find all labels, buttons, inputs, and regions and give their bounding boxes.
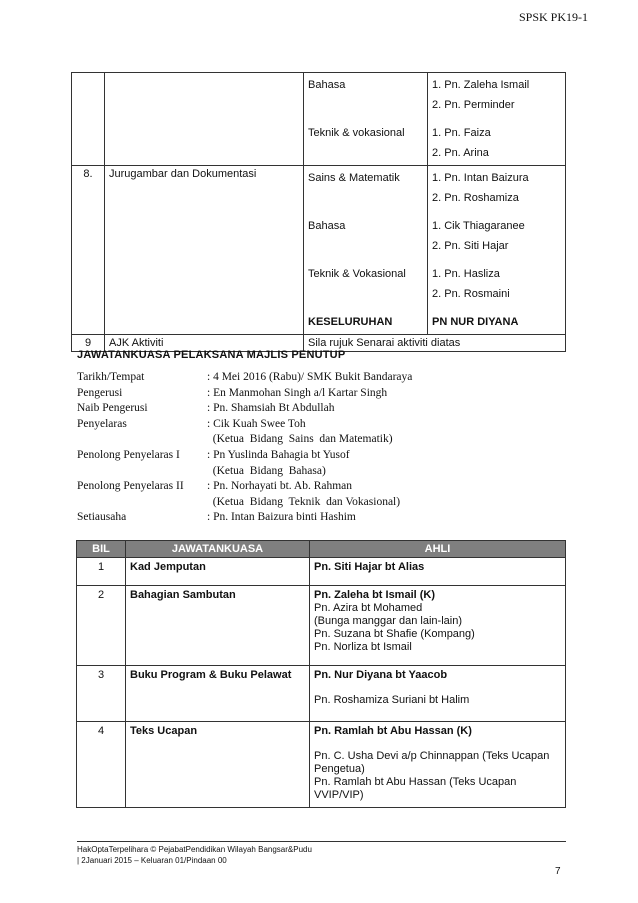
member-name: 1. Pn. Zaleha Ismail [432, 79, 530, 91]
member-name: 2. Pn. Arina [432, 147, 489, 159]
committee-table-continued [71, 72, 566, 352]
info-row: (Ketua Bidang Sains dan Matematik) [207, 433, 393, 446]
info-row: Naib Pengerusi : Pn. Shamsiah Bt Abdullah [77, 402, 335, 415]
row-note: Sila rujuk Senarai aktiviti diatas [304, 335, 566, 352]
member-name: 1. Pn. Intan Baizura [432, 172, 529, 184]
row-number: 8. [72, 166, 105, 335]
footer-divider [77, 841, 566, 842]
footer [77, 844, 312, 866]
member-name: 1. Pn. Faiza [432, 127, 491, 139]
table-row [72, 166, 566, 335]
subject-label: Teknik & Vokasional [308, 268, 406, 280]
committee-name: AJK Aktiviti [105, 335, 304, 352]
info-row: Penolong Penyelaras II : Pn. Norhayati bt. Ab. Rahman [77, 480, 353, 493]
total-label: KESELURUHAN [308, 316, 393, 328]
column-header: AHLI [310, 541, 566, 558]
member-name: 2. Pn. Perminder [432, 99, 515, 111]
member-name: 1. Cik Thiagaranee [432, 220, 525, 232]
closing-committee-table [76, 540, 566, 808]
column-header: BIL [77, 541, 126, 558]
info-row: Penolong Penyelaras I : Pn Yuslinda Bahagia bt Yusof [77, 448, 350, 461]
table-row [72, 73, 566, 166]
subject-label: Sains & Matematik [308, 172, 400, 184]
info-row: Setiausaha : Pn. Intan Baizura binti Hashim [77, 511, 356, 524]
subject-label: Bahasa [308, 220, 346, 232]
table-header-row [77, 541, 566, 558]
document-code: SPSK PK19-1 [518, 10, 588, 24]
footer-copyright: HakOptaTerpelihara © PejabatPendidikan Wilayah Bangsar&Pudu [77, 845, 312, 854]
section-title: JAWATANKUASA PELAKSANA MAJLIS PENUTUP [77, 349, 346, 361]
member-name: 2. Pn. Siti Hajar [432, 240, 509, 252]
table-row: 3 Buku Program & Buku Pelawat Pn. Nur Diyana bt Yaacob Pn. Roshamiza Suriani bt Halim [77, 666, 566, 722]
event-info [77, 370, 412, 526]
row-number: 9 [72, 335, 105, 352]
column-header: JAWATANKUASA [126, 541, 310, 558]
member-name: 2. Pn. Roshamiza [432, 192, 519, 204]
info-row: (Ketua Bidang Bahasa) [207, 464, 326, 477]
subject-label: Teknik & vokasional [308, 127, 405, 139]
info-row: Penyelaras : Cik Kuah Swee Toh [77, 417, 306, 430]
page-number: 7 [555, 866, 561, 877]
table-row: 1 Kad Jemputan Pn. Siti Hajar bt Alias [77, 558, 566, 586]
footer-revision: | 2Januari 2015 – Keluaran 01/Pindaan 00 [77, 856, 227, 865]
info-row: Pengerusi : En Manmohan Singh a/l Kartar Singh [77, 386, 388, 399]
info-row: (Ketua Bidang Teknik dan Vokasional) [207, 495, 401, 508]
table-row: 4 Teks Ucapan Pn. Ramlah bt Abu Hassan (K) Pn. C. Usha Devi a/p Chinnappan (Teks Ucapan Pengetua) Pn. Ramlah bt Abu Hassan (Teks Ucapan VVIP/VIP) [77, 722, 566, 808]
committee-name: Jurugambar dan Dokumentasi [105, 166, 304, 335]
subject-label: Bahasa [308, 79, 346, 91]
member-name: 2. Pn. Rosmaini [432, 288, 510, 300]
table-row: 2 Bahagian Sambutan Pn. Zaleha bt Ismail (K) Pn. Azira bt Mohamed (Bunga manggar dan lain-lain) Pn. Suzana bt Shafie (Kompang) Pn. Norliza bt Ismail [77, 586, 566, 666]
member-name: 1. Pn. Hasliza [432, 268, 500, 280]
info-row: Tarikh/Tempat : 4 Mei 2016 (Rabu)/ SMK Bukit Bandaraya [77, 371, 413, 383]
total-name: PN NUR DIYANA [432, 316, 519, 328]
